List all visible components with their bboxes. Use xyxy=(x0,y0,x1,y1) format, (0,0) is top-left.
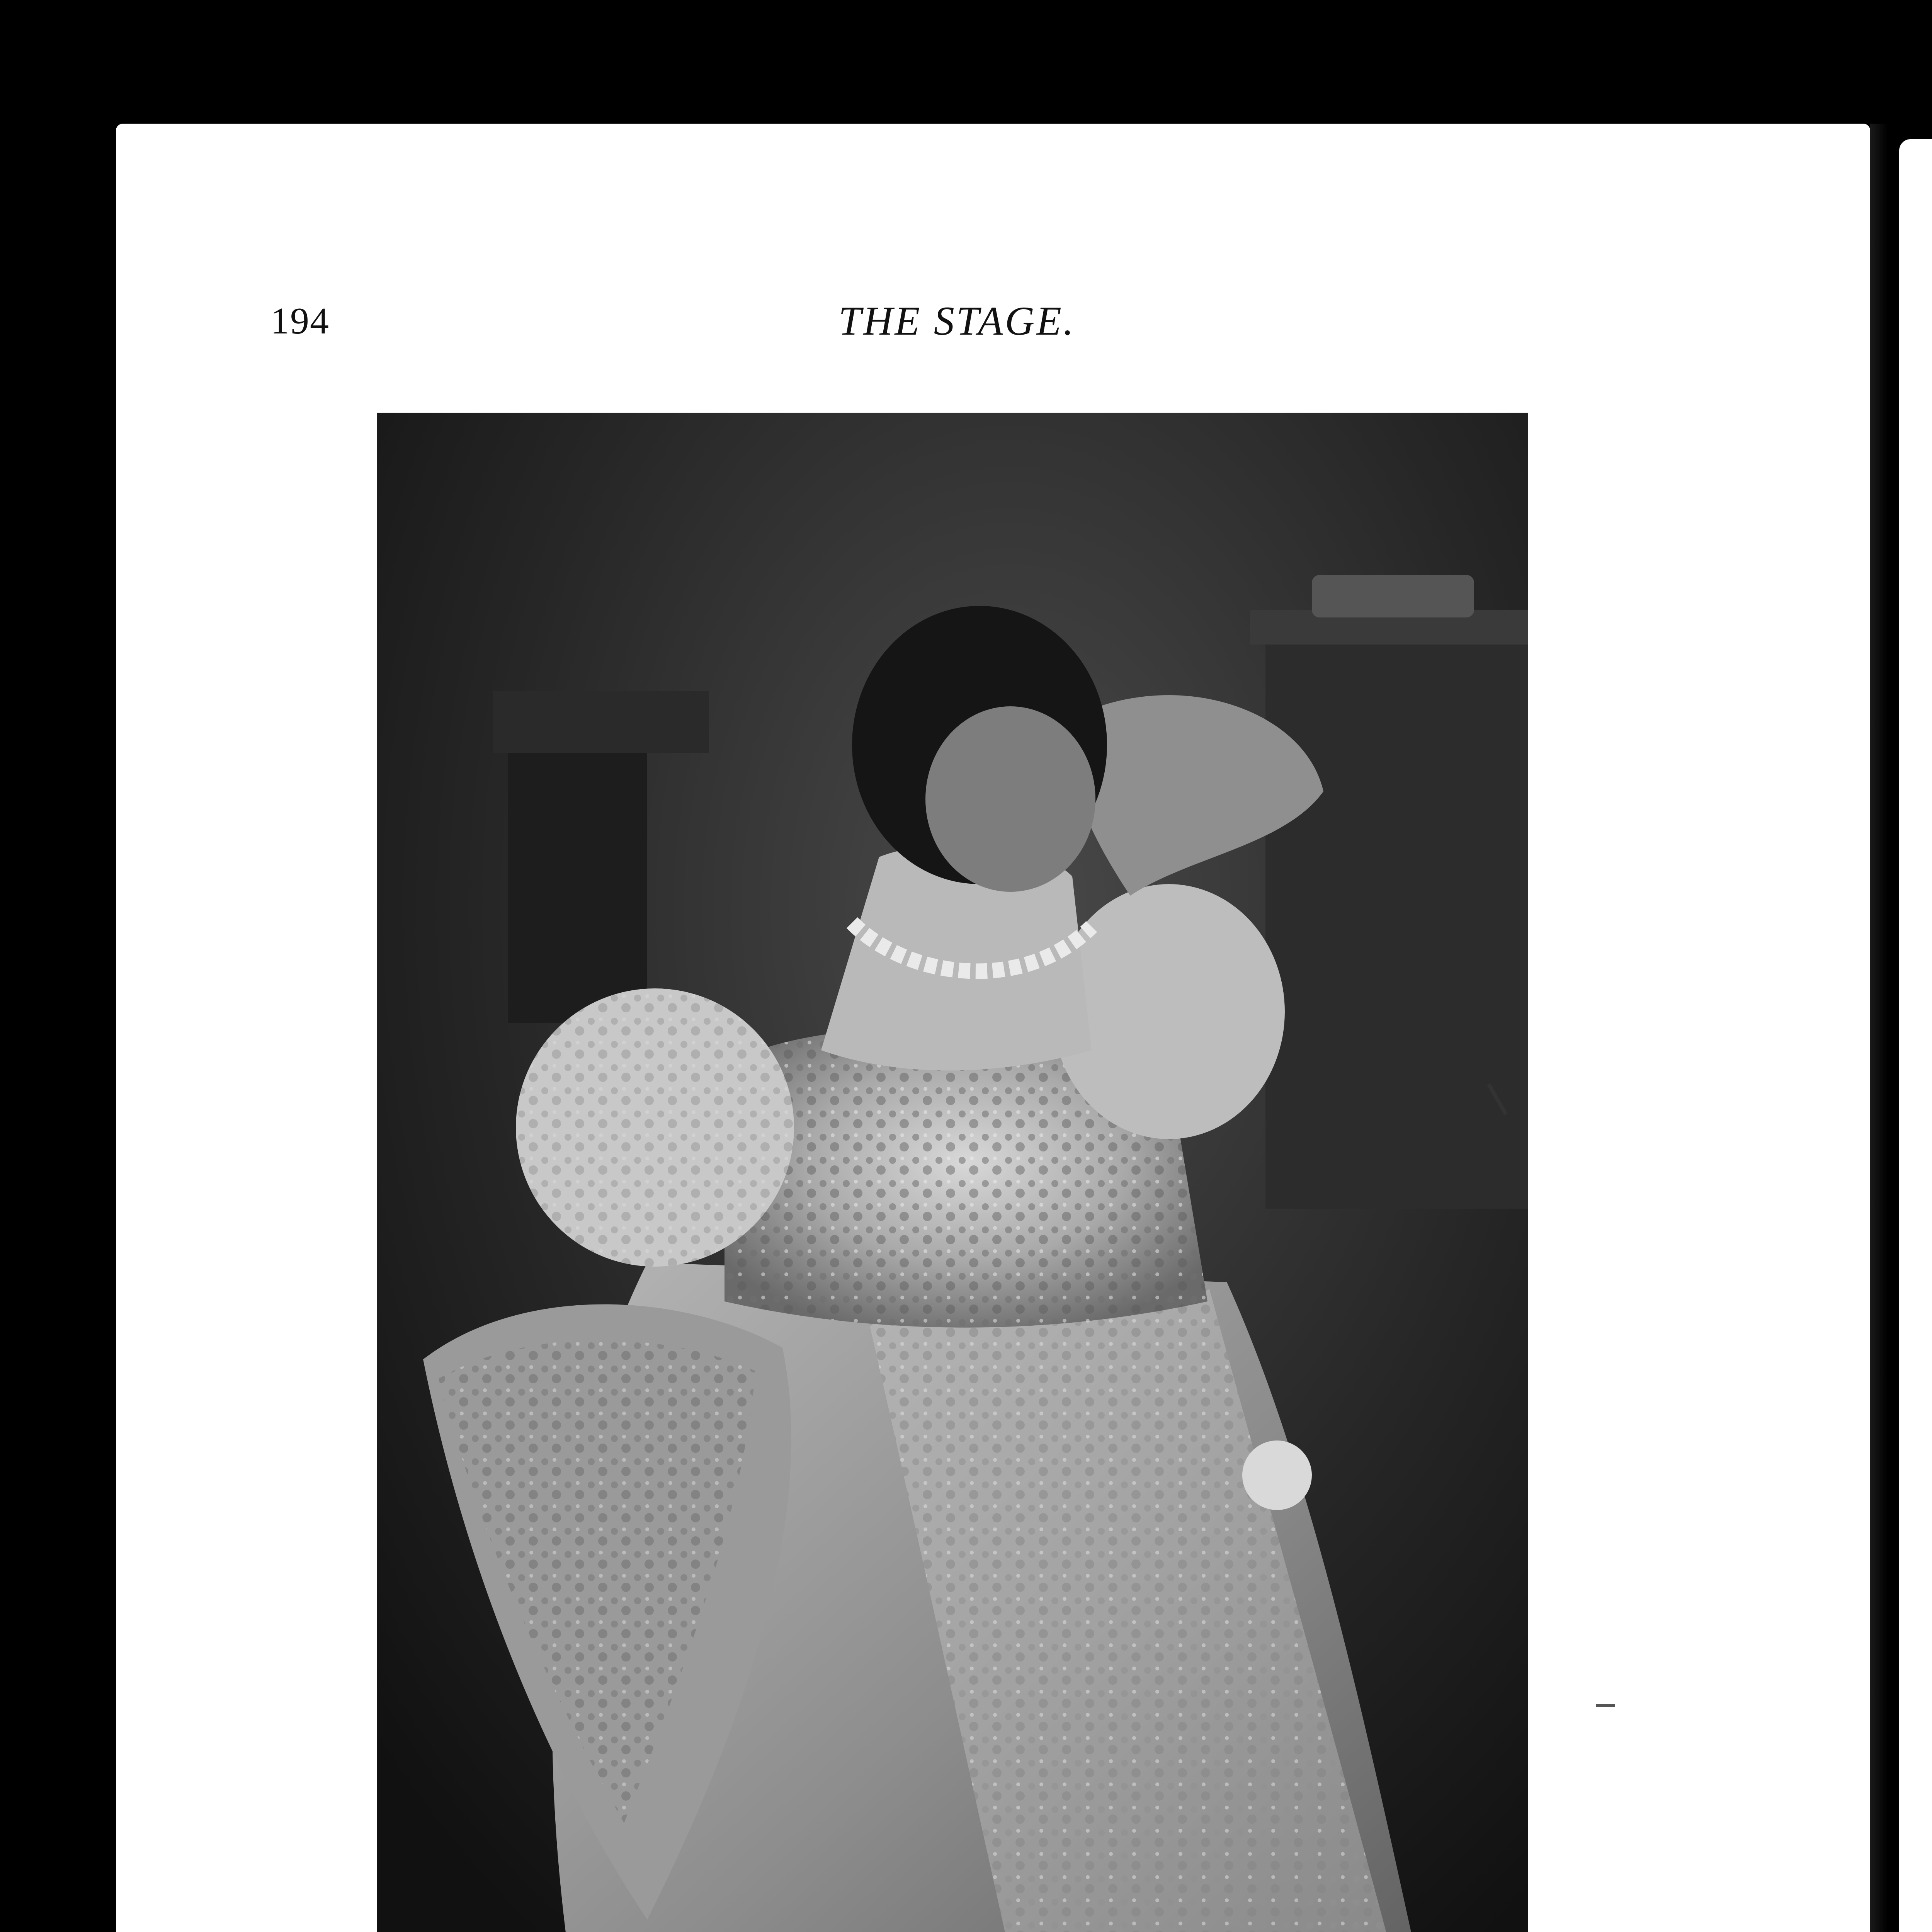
portrait-photograph-icon xyxy=(377,413,1528,1932)
running-title: THE STAGE. xyxy=(838,298,1076,344)
page-number: 194 xyxy=(270,300,330,342)
scan-speck xyxy=(1596,1704,1615,1707)
spine-shadow xyxy=(1870,124,1899,1932)
facing-page-edge xyxy=(1899,139,1932,1932)
portrait-photograph xyxy=(377,413,1528,1932)
